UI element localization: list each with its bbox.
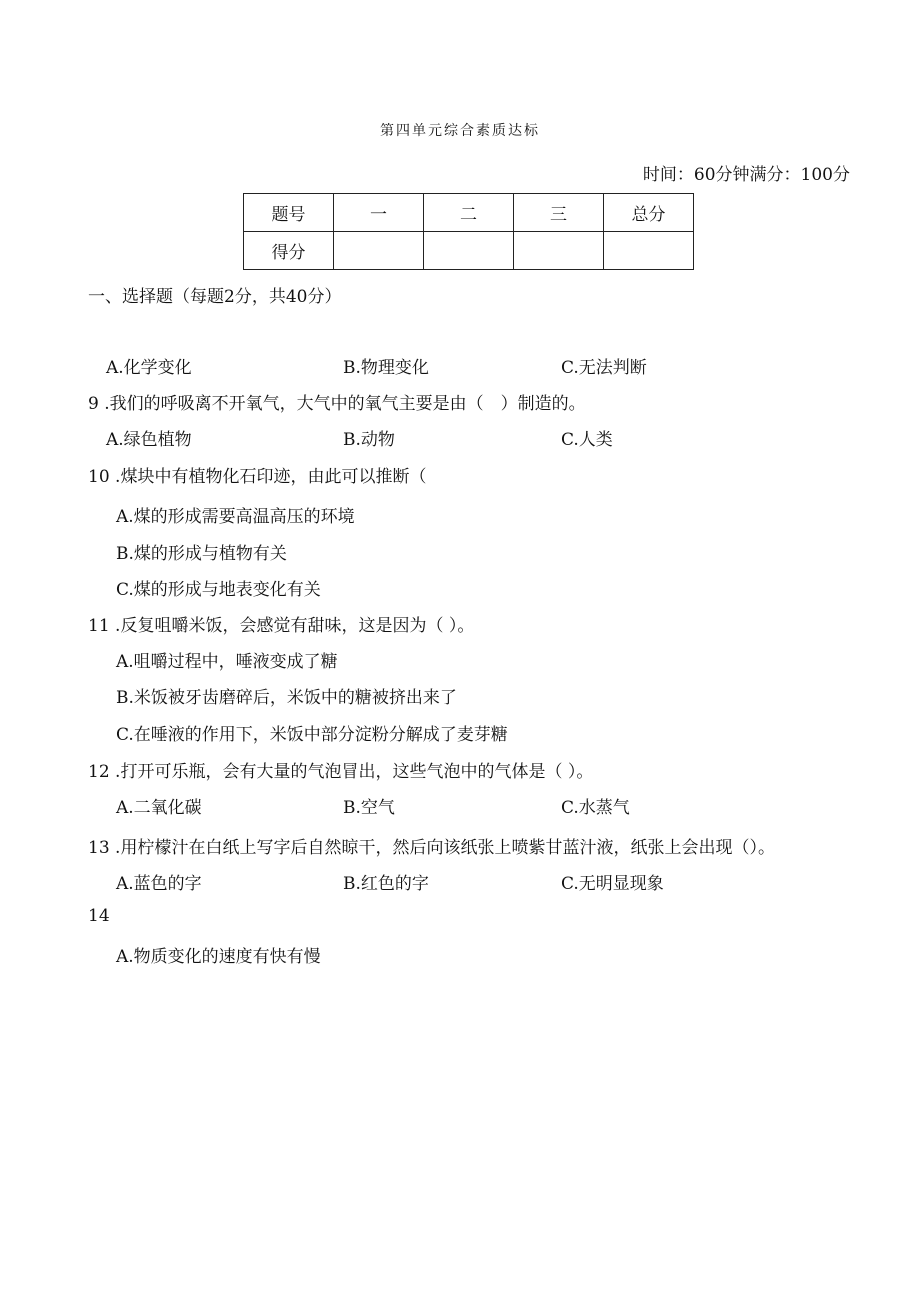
score-header-cell: 题号 — [244, 194, 334, 232]
score-header-cell: 二 — [424, 194, 514, 232]
section-heading: 一、选择题（每题2分，共40分） — [88, 287, 342, 307]
q11-option-b: B.米饭被牙齿磨碎后，米饭中的糖被挤出来了 — [116, 688, 457, 708]
q9-option-c: C.人类 — [561, 430, 613, 450]
q11-option-a: A.咀嚼过程中，唾液变成了糖 — [116, 652, 338, 672]
q13-option-c: C.无明显现象 — [561, 874, 664, 894]
score-table-score-row — [244, 232, 694, 270]
question-9: 9 .我们的呼吸离不开氧气，大气中的氧气主要是由（ ）制造的。 — [88, 394, 586, 414]
time-info: 时间：60分钟满分：100分 — [642, 165, 850, 185]
score-cell[interactable] — [334, 232, 424, 270]
q8-option-b: B.物理变化 — [343, 358, 429, 378]
q9-option-a: A.绿色植物 — [106, 430, 192, 450]
score-header-cell: 三 — [514, 194, 604, 232]
question-12: 12 .打开可乐瓶，会有大量的气泡冒出，这些气泡中的气体是（ ）。 — [88, 762, 594, 782]
score-table — [243, 193, 694, 270]
q10-option-c: C.煤的形成与地表变化有关 — [116, 580, 321, 600]
q13-option-b: B.红色的字 — [343, 874, 429, 894]
question-11: 11 .反复咀嚼米饭，会感觉有甜味，这是因为（ ）。 — [88, 616, 475, 636]
score-cell[interactable] — [514, 232, 604, 270]
q14-option-a: A.物质变化的速度有快有慢 — [116, 947, 321, 967]
q12-option-c: C.水蒸气 — [561, 798, 630, 818]
score-row-label: 得分 — [244, 232, 334, 270]
question-14: 14 — [88, 906, 110, 926]
q12-option-b: B.空气 — [343, 798, 395, 818]
score-header-cell: 一 — [334, 194, 424, 232]
page-title: 第四单元综合素质达标 — [380, 123, 540, 139]
score-cell[interactable] — [604, 232, 694, 270]
q9-option-b: B.动物 — [343, 430, 395, 450]
q10-option-a: A.煤的形成需要高温高压的环境 — [116, 507, 355, 527]
question-10: 10 .煤块中有植物化石印迹，由此可以推断（ — [88, 467, 427, 487]
question-13: 13 .用柠檬汁在白纸上写字后自然晾干，然后向该纸张上喷紫甘蓝汁液，纸张上会出现（）。 — [88, 838, 775, 858]
q11-option-c: C.在唾液的作用下，米饭中部分淀粉分解成了麦芽糖 — [116, 725, 508, 745]
q12-option-a: A.二氧化碳 — [116, 798, 202, 818]
score-table-header-row — [244, 194, 694, 232]
q8-option-c: C.无法判断 — [561, 358, 647, 378]
score-cell[interactable] — [424, 232, 514, 270]
q8-option-a: A.化学变化 — [106, 358, 192, 378]
q10-option-b: B.煤的形成与植物有关 — [116, 544, 287, 564]
q13-option-a: A.蓝色的字 — [116, 874, 202, 894]
score-header-cell: 总分 — [604, 194, 694, 232]
